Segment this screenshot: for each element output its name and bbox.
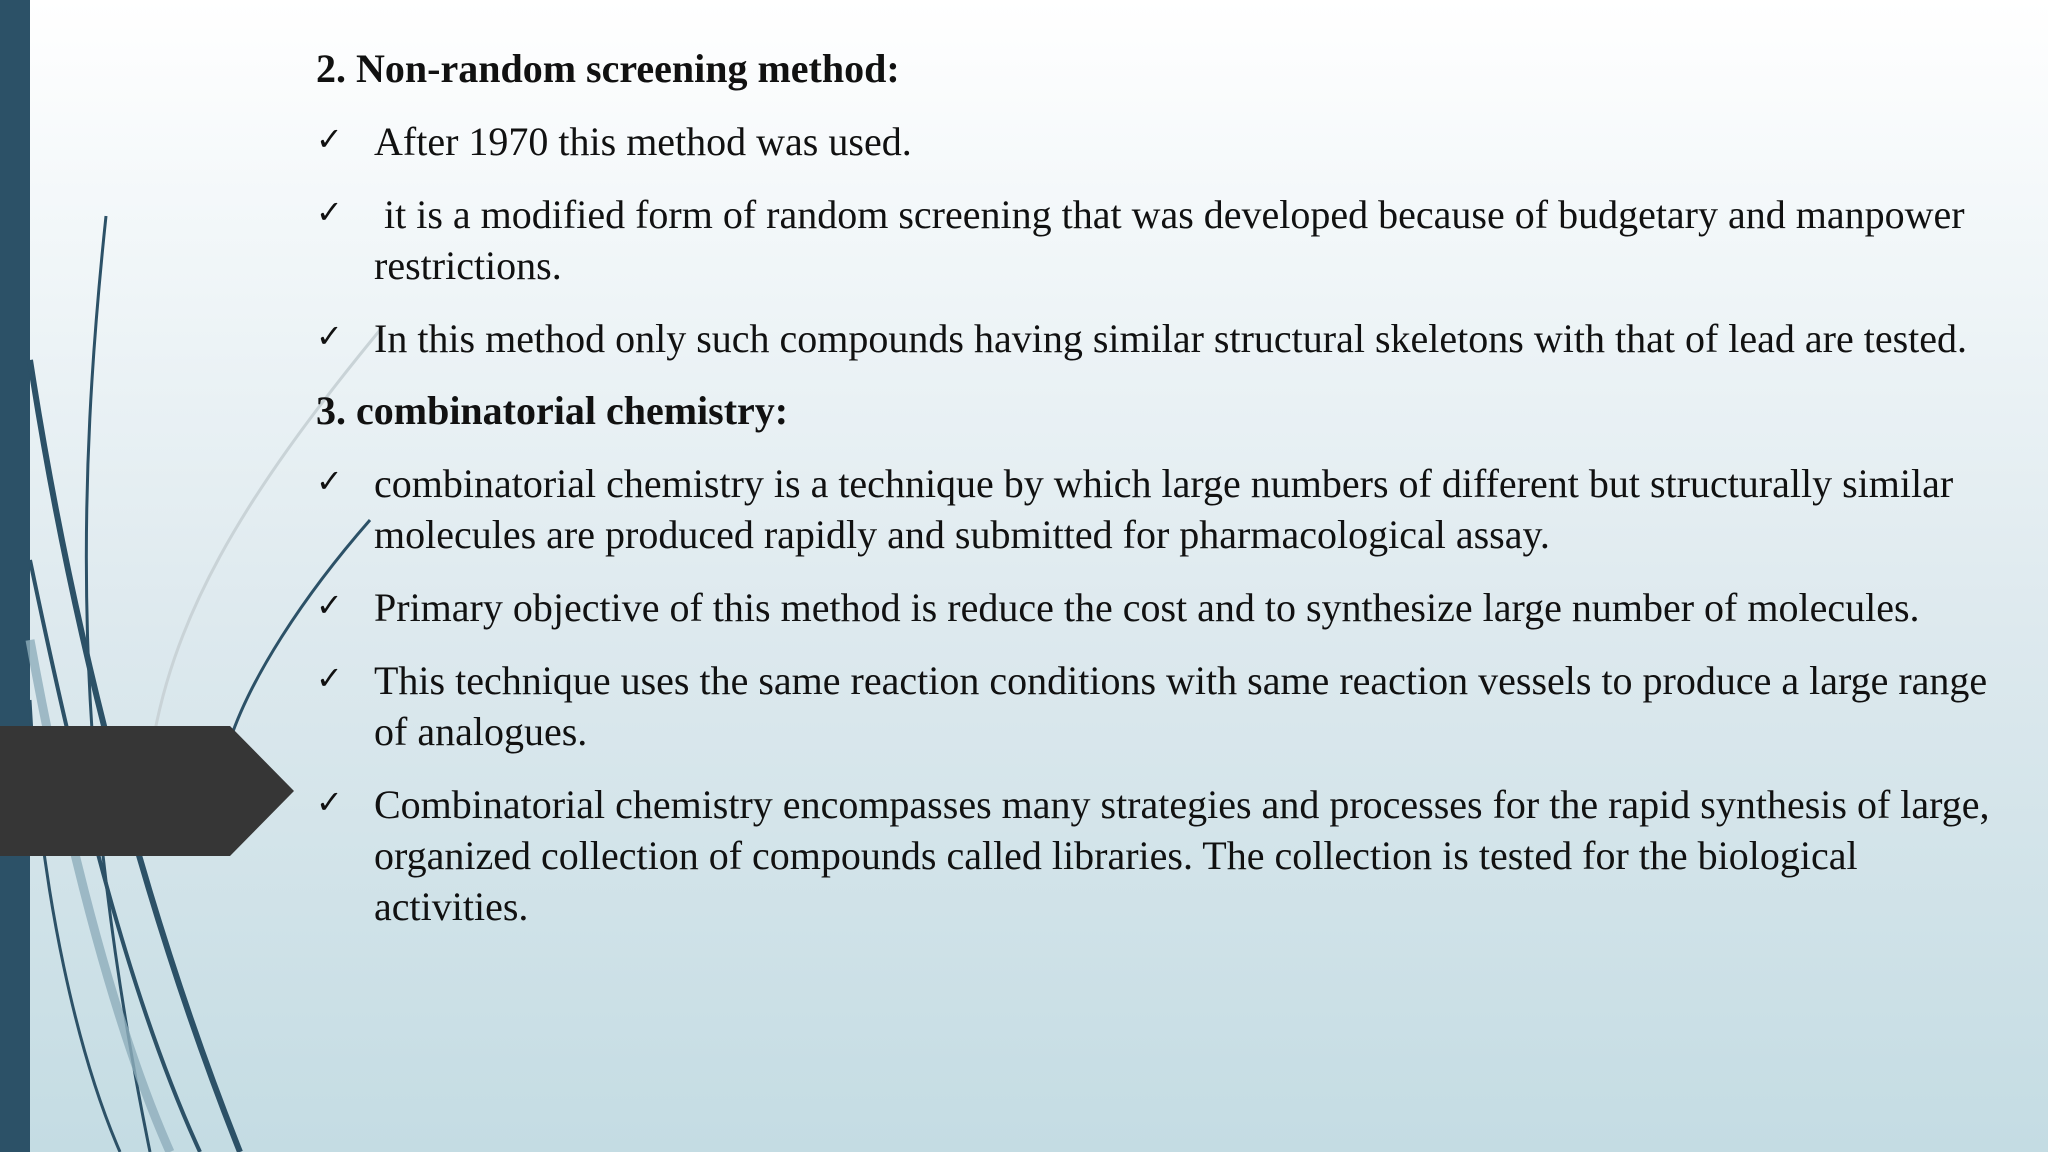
bullet-item	[316, 582, 2006, 633]
bullet-text: Combinatorial chemistry encompasses many strategies and processes for the rapid synthesis of large, organized collection of compounds called libraries. The collection is tested for the biological activities.	[374, 782, 1990, 929]
section-heading-non-random-screening: 2. Non-random screening method:	[316, 46, 900, 91]
arrow-tab-shape	[0, 726, 294, 856]
check-icon: ✓	[316, 317, 343, 355]
bullet-text: Primary objective of this method is reduce the cost and to synthesize large number of molecules.	[374, 585, 1920, 630]
bullet-text: After 1970 this method was used.	[374, 119, 912, 164]
bullet-item	[316, 189, 2006, 291]
check-icon: ✓	[316, 783, 343, 821]
bullet-item	[316, 313, 2006, 364]
section-heading-combinatorial-chemistry: 3. combinatorial chemistry:	[316, 388, 789, 433]
bullet-item	[316, 116, 2006, 167]
bullet-item	[316, 458, 2006, 560]
bullet-item	[316, 655, 2006, 757]
check-icon: ✓	[316, 193, 343, 231]
check-icon: ✓	[316, 659, 343, 697]
check-icon: ✓	[316, 586, 343, 624]
bullet-text: it is a modified form of random screening that was developed because of budgetary and manpower restrictions.	[374, 192, 1975, 288]
bullet-item	[316, 779, 2006, 932]
check-icon: ✓	[316, 462, 343, 500]
check-icon: ✓	[316, 120, 343, 158]
bullet-text: combinatorial chemistry is a technique by which large numbers of different but structurally similar molecules are produced rapidly and submitted for pharmacological assay.	[374, 461, 1954, 557]
slide-content	[316, 44, 2006, 954]
bullet-text: This technique uses the same reaction conditions with same reaction vessels to produce a large range of analogues.	[374, 658, 1988, 754]
bullet-text: In this method only such compounds having similar structural skeletons with that of lead are tested.	[374, 316, 1968, 361]
